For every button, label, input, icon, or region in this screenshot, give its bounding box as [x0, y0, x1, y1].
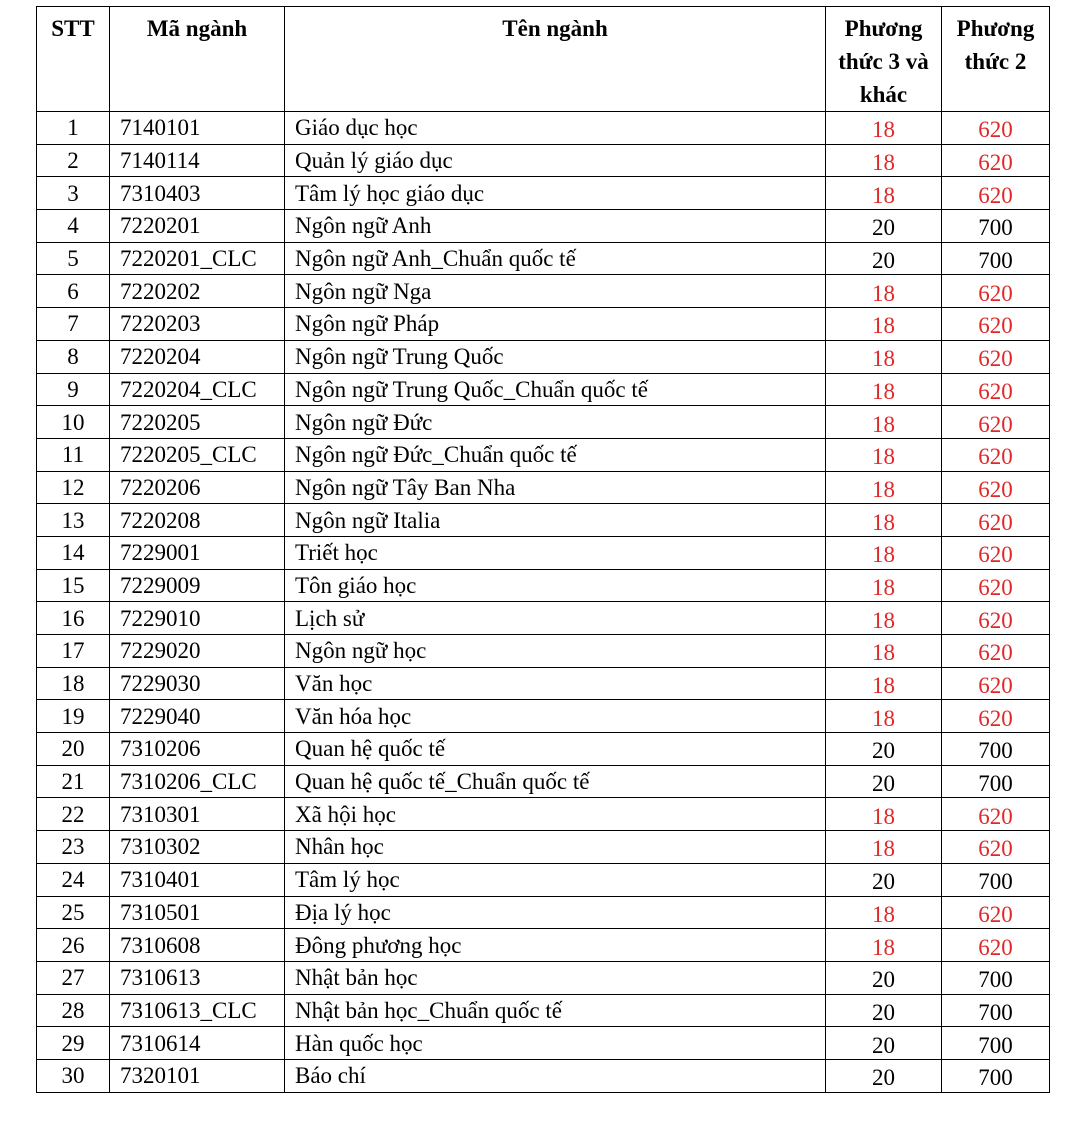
row-method-2-score: 700: [942, 961, 1050, 994]
row-code: 7220202: [110, 275, 285, 308]
row-name: Lịch sử: [285, 602, 826, 635]
row-method-3-score: 18: [826, 340, 942, 373]
row-code: 7140101: [110, 112, 285, 145]
row-code: 7220205_CLC: [110, 438, 285, 471]
row-method-2-score: 620: [942, 144, 1050, 177]
row-method-2-score: 620: [942, 569, 1050, 602]
header-method-2: Phương thức 2: [942, 7, 1050, 112]
row-method-2-score: 620: [942, 798, 1050, 831]
table-row: [37, 929, 1050, 962]
row-method-3-score: 18: [826, 275, 942, 308]
row-method-2-score: 620: [942, 635, 1050, 668]
table-row: [37, 536, 1050, 569]
row-method-2-score: 620: [942, 373, 1050, 406]
table-row: [37, 1059, 1050, 1092]
row-name: Ngôn ngữ Anh_Chuẩn quốc tế: [285, 242, 826, 275]
row-code: 7229001: [110, 536, 285, 569]
row-method-2-score: 620: [942, 275, 1050, 308]
row-stt: 28: [37, 994, 110, 1027]
row-stt: 12: [37, 471, 110, 504]
row-code: 7220208: [110, 504, 285, 537]
table-row: [37, 635, 1050, 668]
row-stt: 29: [37, 1027, 110, 1060]
row-method-3-score: 20: [826, 210, 942, 243]
row-code: 7310302: [110, 831, 285, 864]
table-row: [37, 700, 1050, 733]
row-method-3-score: 20: [826, 1059, 942, 1092]
row-method-2-score: 700: [942, 994, 1050, 1027]
row-code: 7229010: [110, 602, 285, 635]
row-method-3-score: 18: [826, 406, 942, 439]
table-row: [37, 308, 1050, 341]
row-method-3-score: 18: [826, 112, 942, 145]
row-code: 7229040: [110, 700, 285, 733]
row-name: Nhật bản học_Chuẩn quốc tế: [285, 994, 826, 1027]
row-method-2-score: 700: [942, 1059, 1050, 1092]
row-method-3-score: 18: [826, 308, 942, 341]
table-row: [37, 733, 1050, 766]
table-row: [37, 144, 1050, 177]
row-method-3-score: 18: [826, 700, 942, 733]
row-code: 7310206: [110, 733, 285, 766]
table-row: [37, 863, 1050, 896]
table-row: [37, 667, 1050, 700]
header-row: [37, 7, 1050, 112]
table-body: [37, 112, 1050, 1093]
row-name: Tâm lý học: [285, 863, 826, 896]
row-name: Giáo dục học: [285, 112, 826, 145]
row-stt: 5: [37, 242, 110, 275]
row-method-2-score: 620: [942, 471, 1050, 504]
row-name: Tôn giáo học: [285, 569, 826, 602]
row-code: 7220205: [110, 406, 285, 439]
row-stt: 19: [37, 700, 110, 733]
row-name: Văn học: [285, 667, 826, 700]
table-row: [37, 765, 1050, 798]
row-code: 7229030: [110, 667, 285, 700]
row-stt: 9: [37, 373, 110, 406]
row-name: Ngôn ngữ Đức: [285, 406, 826, 439]
row-method-3-score: 18: [826, 438, 942, 471]
row-stt: 3: [37, 177, 110, 210]
row-code: 7310613_CLC: [110, 994, 285, 1027]
row-name: Đông phương học: [285, 929, 826, 962]
row-method-3-score: 18: [826, 504, 942, 537]
row-name: Ngôn ngữ Trung Quốc: [285, 340, 826, 373]
row-method-3-score: 20: [826, 863, 942, 896]
header-stt: STT: [37, 7, 110, 112]
table-row: [37, 112, 1050, 145]
row-method-2-score: 620: [942, 406, 1050, 439]
table-row: [37, 438, 1050, 471]
row-stt: 18: [37, 667, 110, 700]
table-row: [37, 994, 1050, 1027]
table-row: [37, 602, 1050, 635]
row-stt: 8: [37, 340, 110, 373]
table-row: [37, 569, 1050, 602]
row-method-2-score: 700: [942, 863, 1050, 896]
row-stt: 26: [37, 929, 110, 962]
row-stt: 24: [37, 863, 110, 896]
row-code: 7229020: [110, 635, 285, 668]
table-row: [37, 798, 1050, 831]
table-row: [37, 504, 1050, 537]
row-name: Ngôn ngữ Italia: [285, 504, 826, 537]
table-row: [37, 373, 1050, 406]
row-name: Ngôn ngữ Nga: [285, 275, 826, 308]
row-stt: 1: [37, 112, 110, 145]
row-code: 7220201: [110, 210, 285, 243]
row-stt: 6: [37, 275, 110, 308]
row-code: 7320101: [110, 1059, 285, 1092]
row-code: 7220204_CLC: [110, 373, 285, 406]
row-method-3-score: 18: [826, 536, 942, 569]
row-method-2-score: 620: [942, 308, 1050, 341]
row-method-2-score: 620: [942, 896, 1050, 929]
table-row: [37, 1027, 1050, 1060]
row-name: Quản lý giáo dục: [285, 144, 826, 177]
row-name: Nhân học: [285, 831, 826, 864]
row-method-3-score: 18: [826, 373, 942, 406]
row-stt: 2: [37, 144, 110, 177]
table-row: [37, 275, 1050, 308]
header-method-3: Phương thức 3 và khác: [826, 7, 942, 112]
row-method-3-score: 20: [826, 994, 942, 1027]
row-code: 7310501: [110, 896, 285, 929]
header-name: Tên ngành: [285, 7, 826, 112]
row-stt: 25: [37, 896, 110, 929]
row-method-2-score: 620: [942, 112, 1050, 145]
table-row: [37, 831, 1050, 864]
row-stt: 10: [37, 406, 110, 439]
row-stt: 21: [37, 765, 110, 798]
row-method-2-score: 700: [942, 1027, 1050, 1060]
row-name: Quan hệ quốc tế: [285, 733, 826, 766]
row-code: 7220201_CLC: [110, 242, 285, 275]
row-code: 7229009: [110, 569, 285, 602]
row-method-2-score: 620: [942, 700, 1050, 733]
row-method-2-score: 700: [942, 765, 1050, 798]
row-name: Ngôn ngữ Trung Quốc_Chuẩn quốc tế: [285, 373, 826, 406]
row-method-3-score: 18: [826, 471, 942, 504]
table-row: [37, 961, 1050, 994]
row-code: 7310614: [110, 1027, 285, 1060]
row-stt: 22: [37, 798, 110, 831]
row-method-3-score: 18: [826, 635, 942, 668]
row-code: 7310206_CLC: [110, 765, 285, 798]
table-row: [37, 406, 1050, 439]
row-code: 7220206: [110, 471, 285, 504]
table-row: [37, 896, 1050, 929]
row-method-3-score: 18: [826, 667, 942, 700]
row-stt: 16: [37, 602, 110, 635]
row-method-3-score: 20: [826, 1027, 942, 1060]
row-stt: 7: [37, 308, 110, 341]
row-code: 7220204: [110, 340, 285, 373]
row-stt: 13: [37, 504, 110, 537]
row-name: Báo chí: [285, 1059, 826, 1092]
table-row: [37, 340, 1050, 373]
row-name: Ngôn ngữ Đức_Chuẩn quốc tế: [285, 438, 826, 471]
row-name: Quan hệ quốc tế_Chuẩn quốc tế: [285, 765, 826, 798]
row-stt: 11: [37, 438, 110, 471]
row-method-3-score: 18: [826, 831, 942, 864]
row-method-2-score: 620: [942, 602, 1050, 635]
row-name: Địa lý học: [285, 896, 826, 929]
row-method-3-score: 20: [826, 733, 942, 766]
row-code: 7310403: [110, 177, 285, 210]
row-stt: 15: [37, 569, 110, 602]
row-name: Triết học: [285, 536, 826, 569]
row-code: 7220203: [110, 308, 285, 341]
row-method-2-score: 620: [942, 929, 1050, 962]
row-method-3-score: 18: [826, 569, 942, 602]
header-code: Mã ngành: [110, 7, 285, 112]
row-stt: 14: [37, 536, 110, 569]
row-code: 7310613: [110, 961, 285, 994]
row-method-2-score: 700: [942, 733, 1050, 766]
row-stt: 4: [37, 210, 110, 243]
row-name: Hàn quốc học: [285, 1027, 826, 1060]
row-name: Xã hội học: [285, 798, 826, 831]
row-stt: 27: [37, 961, 110, 994]
row-name: Tâm lý học giáo dục: [285, 177, 826, 210]
row-method-3-score: 18: [826, 798, 942, 831]
row-method-2-score: 700: [942, 242, 1050, 275]
admission-table: [36, 6, 1050, 1093]
table-row: [37, 471, 1050, 504]
row-code: 7310301: [110, 798, 285, 831]
row-method-3-score: 20: [826, 242, 942, 275]
row-code: 7310401: [110, 863, 285, 896]
row-method-2-score: 620: [942, 340, 1050, 373]
row-method-2-score: 700: [942, 210, 1050, 243]
row-stt: 17: [37, 635, 110, 668]
row-method-3-score: 18: [826, 896, 942, 929]
row-stt: 30: [37, 1059, 110, 1092]
row-code: 7140114: [110, 144, 285, 177]
row-method-2-score: 620: [942, 504, 1050, 537]
row-method-3-score: 20: [826, 765, 942, 798]
row-name: Nhật bản học: [285, 961, 826, 994]
row-name: Ngôn ngữ Tây Ban Nha: [285, 471, 826, 504]
row-name: Ngôn ngữ Pháp: [285, 308, 826, 341]
row-name: Ngôn ngữ học: [285, 635, 826, 668]
row-name: Văn hóa học: [285, 700, 826, 733]
table-row: [37, 210, 1050, 243]
row-method-2-score: 620: [942, 831, 1050, 864]
row-method-2-score: 620: [942, 667, 1050, 700]
table-row: [37, 242, 1050, 275]
row-method-2-score: 620: [942, 177, 1050, 210]
row-code: 7310608: [110, 929, 285, 962]
row-stt: 23: [37, 831, 110, 864]
row-method-3-score: 18: [826, 602, 942, 635]
row-method-3-score: 18: [826, 929, 942, 962]
row-name: Ngôn ngữ Anh: [285, 210, 826, 243]
row-stt: 20: [37, 733, 110, 766]
row-method-3-score: 20: [826, 961, 942, 994]
row-method-2-score: 620: [942, 536, 1050, 569]
row-method-3-score: 18: [826, 177, 942, 210]
row-method-2-score: 620: [942, 438, 1050, 471]
row-method-3-score: 18: [826, 144, 942, 177]
table-row: [37, 177, 1050, 210]
